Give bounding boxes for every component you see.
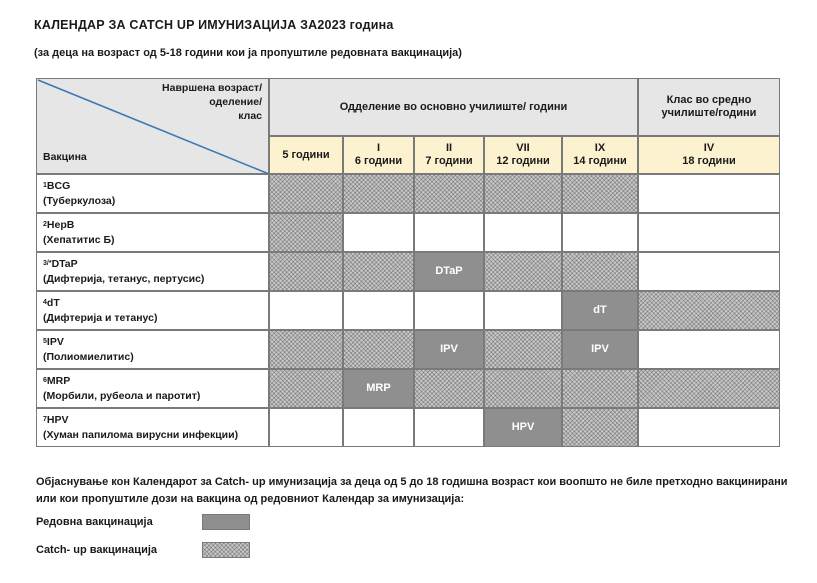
- vaccine-label-cell: [36, 213, 269, 252]
- page-subtitle: (за деца на возраст од 5-18 години кои ја пропуштиле редовната вакцинација): [34, 47, 462, 59]
- vaccine-code-text: IPV: [46, 336, 64, 348]
- vaccine-code-text: HPV: [46, 414, 69, 426]
- schedule-cell-catchup: [562, 252, 638, 291]
- vaccine-disease-name: (Дифтерија, тетанус, пертусис): [43, 273, 205, 285]
- vaccine-disease-name: (Полиомиелитис): [43, 351, 134, 363]
- col-header-1: [343, 136, 414, 174]
- schedule-cell-white: [269, 291, 343, 330]
- schedule-cell-regular: [414, 252, 484, 291]
- schedule-cell-white: [414, 213, 484, 252]
- schedule-cell-label: IPV: [440, 343, 458, 355]
- vaccine-code: [43, 218, 268, 233]
- schedule-cell-catchup: [343, 252, 414, 291]
- vaccine-label-cell: [36, 174, 269, 213]
- schedule-cell-white: [414, 408, 484, 447]
- vaccine-footnote-number: 5: [43, 338, 47, 345]
- schedule-cell-regular: [562, 330, 638, 369]
- col-header-text: IV 18 години: [682, 142, 736, 167]
- vaccine-code-text: DTaP: [51, 258, 78, 270]
- schedule-cell-label: HPV: [511, 421, 535, 433]
- schedule-cell-regular: [484, 408, 562, 447]
- col-header-text: 5 години: [282, 148, 330, 161]
- schedule-cell-catchup: [269, 369, 343, 408]
- schedule-cell-label: IPV: [591, 343, 609, 355]
- schedule-cell-catchup: [562, 369, 638, 408]
- schedule-cell-catchup: [343, 174, 414, 213]
- group-header-secondary-text: Клас во средно училиште/години: [661, 94, 757, 119]
- vaccine-footnote-number: 1: [43, 182, 47, 189]
- schedule-cell-catchup: [269, 252, 343, 291]
- vaccine-footnote-number: 7: [43, 416, 47, 423]
- vaccine-disease-name: (Туберкулоза): [43, 195, 116, 207]
- schedule-cell-catchup: [484, 252, 562, 291]
- vaccine-disease-name: (Хуман папилома вирусни инфекции): [43, 429, 239, 441]
- schedule-cell-white: [343, 408, 414, 447]
- vaccine-code: [43, 296, 268, 311]
- vaccine-code-text: MRP: [46, 375, 71, 387]
- group-header-primary-text: Одделение во основно училиште/ години: [339, 100, 568, 113]
- schedule-cell-label: dT: [593, 304, 607, 316]
- corner-header: [36, 78, 269, 174]
- schedule-cell-regular: [562, 291, 638, 330]
- vaccine-code: [43, 413, 268, 428]
- schedule-cell-white: [638, 252, 780, 291]
- vaccine-label-cell: [36, 330, 269, 369]
- vaccine-label-cell: [36, 408, 269, 447]
- vaccine-code: [43, 374, 268, 389]
- col-header-0: [269, 136, 343, 174]
- vaccine-code: [43, 179, 268, 194]
- vaccine-footnote-number: 4: [43, 299, 47, 306]
- legend-regular-swatch: [202, 514, 250, 530]
- schedule-cell-catchup: [484, 174, 562, 213]
- schedule-cell-white: [638, 330, 780, 369]
- schedule-cell-catchup: [638, 291, 780, 330]
- vaccine-code-text: HepB: [46, 219, 75, 231]
- schedule-cell-catchup: [638, 369, 780, 408]
- col-header-4: [562, 136, 638, 174]
- vaccine-code: [43, 335, 268, 350]
- schedule-cell-catchup: [562, 174, 638, 213]
- col-header-3: [484, 136, 562, 174]
- vaccine-code-text: dT: [46, 297, 60, 309]
- vaccine-label-cell: [36, 252, 269, 291]
- schedule-cell-catchup: [269, 330, 343, 369]
- legend-catchup-swatch: [202, 542, 250, 558]
- group-header-primary: [269, 78, 638, 136]
- explanation-text: Објаснување кон Календарот за Catch- up имунизација за деца од 5 до 18 годишна возраст кои воопшто не биле претходно вакцинирани или кои пропуштиле дози на вакцина од редовниот Календар за имунизација:: [36, 476, 788, 505]
- col-header-text: II 7 години: [425, 142, 473, 167]
- vaccine-disease-name: (Морбили, рубеола и паротит): [43, 390, 201, 402]
- schedule-cell-catchup: [414, 174, 484, 213]
- vaccine-disease-name: (Дифтерија и тетанус): [43, 312, 158, 324]
- corner-age-label: Навршена возраст/ оделение/ клас: [162, 82, 262, 122]
- schedule-cell-white: [343, 213, 414, 252]
- schedule-cell-white: [484, 291, 562, 330]
- schedule-cell-catchup: [484, 330, 562, 369]
- page-title: КАЛЕНДАР ЗА CATCH UP ИМУНИЗАЦИЈА ЗА2023 година: [34, 18, 394, 32]
- schedule-cell-regular: [343, 369, 414, 408]
- vaccine-disease-name: (Хепатитис Б): [43, 234, 115, 246]
- schedule-cell-regular: [414, 330, 484, 369]
- corner-vaccine-label: Вакцина: [43, 151, 87, 163]
- schedule-cell-catchup: [484, 369, 562, 408]
- col-header-5: [638, 136, 780, 174]
- schedule-cell-white: [638, 408, 780, 447]
- schedule-cell-white: [343, 291, 414, 330]
- schedule-cell-white: [484, 213, 562, 252]
- schedule-cell-white: [562, 213, 638, 252]
- schedule-cell-white: [638, 213, 780, 252]
- schedule-cell-catchup: [562, 408, 638, 447]
- schedule-cell-label: DTaP: [435, 265, 463, 277]
- vaccine-footnote-number: 2: [43, 221, 47, 228]
- schedule-cell-catchup: [414, 369, 484, 408]
- vaccine-footnote-number: 6: [43, 377, 47, 384]
- legend-regular-label: Редовна вакцинација: [36, 516, 153, 528]
- col-header-text: I 6 години: [354, 142, 403, 167]
- schedule-cell-white: [269, 408, 343, 447]
- vaccine-label-cell: [36, 369, 269, 408]
- legend-catchup-label: Catch- up вакцинација: [36, 544, 157, 556]
- vaccine-footnote-number: 3/*: [43, 260, 52, 267]
- schedule-cell-white: [638, 174, 780, 213]
- schedule-cell-catchup: [269, 174, 343, 213]
- vaccine-label-cell: [36, 291, 269, 330]
- schedule-cell-catchup: [269, 213, 343, 252]
- schedule-cell-catchup: [343, 330, 414, 369]
- vaccine-code: [43, 257, 268, 272]
- schedule-cell-label: MRP: [366, 382, 391, 394]
- schedule-cell-white: [414, 291, 484, 330]
- col-header-text: IX 14 години: [573, 142, 627, 167]
- group-header-secondary: [638, 78, 780, 136]
- col-header-2: [414, 136, 484, 174]
- immunization-table: [36, 78, 780, 446]
- vaccine-code-text: BCG: [46, 180, 71, 192]
- col-header-text: VII 12 години: [496, 142, 550, 167]
